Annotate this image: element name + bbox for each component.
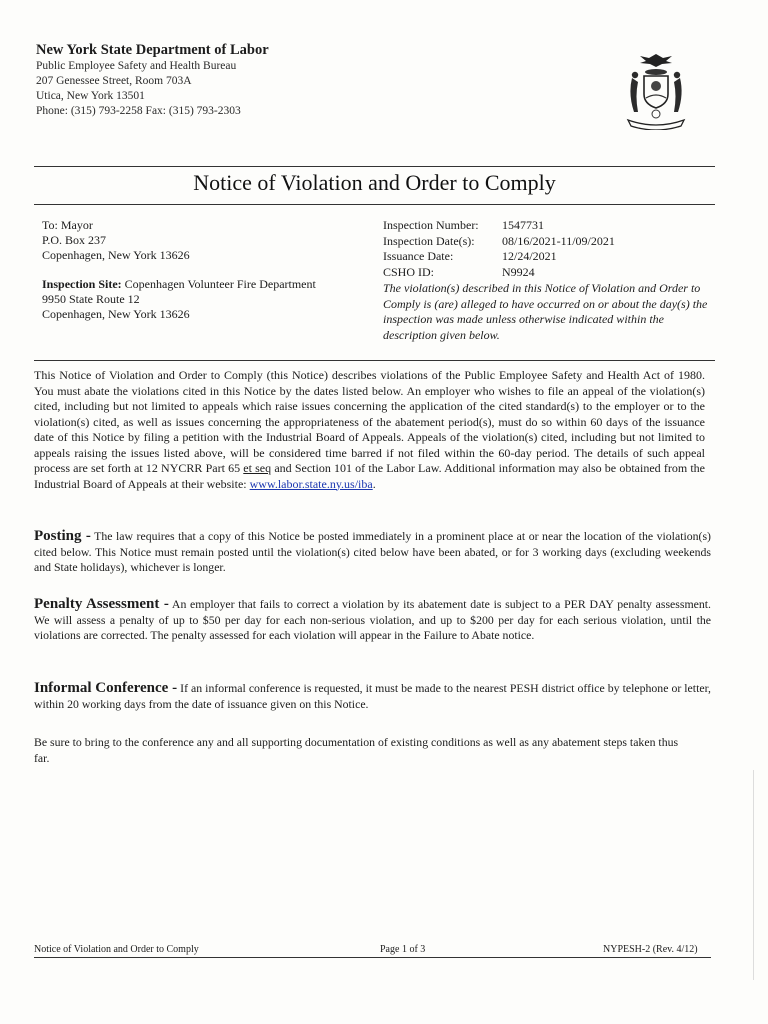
violation-disclaimer: The violation(s) described in this Notice of Violation and Order to Comply is (are) alleged to have occurred on or about the day(s) the inspection was made unless otherwise indicated within the description given below. bbox=[383, 281, 708, 342]
inspection-dates-row bbox=[383, 234, 713, 250]
recipient-city: Copenhagen, New York 13626 bbox=[42, 248, 190, 262]
phone-fax: Phone: (315) 793-2258 Fax: (315) 793-2303 bbox=[36, 105, 241, 117]
conference-reminder: Be sure to bring to the conference any and all supporting documentation of existing conditions as well as any abatement steps taken thus far. bbox=[34, 735, 679, 765]
inspection-number: 1547731 bbox=[502, 218, 544, 232]
title-bottom-rule bbox=[34, 204, 715, 205]
notice-title: Notice of Violation and Order to Comply bbox=[193, 170, 556, 195]
footer-form-number: NYPESH-2 (Rev. 4/12) bbox=[603, 944, 698, 955]
footer-page-number: Page 1 of 3 bbox=[380, 944, 426, 955]
penalty-heading: Penalty Assessment - bbox=[34, 596, 169, 612]
inspection-site-name: Copenhagen Volunteer Fire Department bbox=[124, 277, 316, 291]
csho-id-label: CSHO ID: bbox=[383, 264, 435, 279]
iba-website-link[interactable]: www.labor.state.ny.us/iba bbox=[249, 476, 373, 491]
letterhead bbox=[36, 42, 456, 119]
intro-paragraph bbox=[34, 368, 705, 492]
inspection-site-label: Inspection Site: bbox=[42, 277, 122, 291]
intro-et-seq: et seq bbox=[243, 461, 272, 475]
department-name: New York State Department of Labor bbox=[36, 42, 269, 58]
penalty-body: An employer that fails to correct a violation by its abatement date is subject to a PER DAY penalty assessment. We will assess a penalty of up to $50 per day for each non-serious violation, and up to $200 per day for each serious violation, until the violations are corrected. The penalty assessed for each violation will appear in the Failure to Abate notice. bbox=[34, 597, 711, 642]
posting-heading: Posting - bbox=[34, 528, 91, 544]
intro-text-b: and Section 101 of the Labor Law. Additional information may also be obtained from the Industrial Board of Appeals at their website: bbox=[34, 461, 705, 491]
street-address: 207 Genessee Street, Room 703A bbox=[36, 75, 192, 87]
csho-id-row bbox=[383, 265, 713, 281]
inspection-dates-label: Inspection Date(s): bbox=[383, 233, 475, 248]
inspection-details bbox=[383, 218, 713, 343]
details-bottom-rule bbox=[34, 360, 715, 361]
issuance-date-label: Issuance Date: bbox=[383, 249, 454, 263]
informal-conference-heading: Informal Conference - bbox=[34, 680, 178, 696]
penalty-section bbox=[34, 597, 711, 644]
inspection-dates: 08/16/2021-11/09/2021 bbox=[502, 233, 615, 248]
city-address: Utica, New York 13501 bbox=[36, 90, 145, 102]
title-top-rule bbox=[34, 166, 715, 167]
inspection-site-street: 9950 State Route 12 bbox=[42, 292, 140, 306]
issuance-date: 12/24/2021 bbox=[502, 249, 557, 263]
csho-id: N9924 bbox=[502, 264, 535, 279]
recipient-to: To: Mayor bbox=[42, 218, 93, 232]
inspection-number-label: Inspection Number: bbox=[383, 218, 479, 232]
state-seal-icon bbox=[618, 50, 694, 130]
informal-conference-section bbox=[34, 681, 711, 712]
intro-text-a: This Notice of Violation and Order to Comply (this Notice) describes violations of the Public Employee Safety and Health Act of 1980. You must abate the violations cited in this Notice by the dates listed below. An employer who wishes to file an appeal of the violation(s) cited, including but not limited to appeals which raise issues concerning the application of the cited standard(s) to the employer or to the violation(s) cited, as well as issues concerning the appropriateness of the abatement period(s), must do so within 60 days of the issuance date of this Notice by filing a petition with the Industrial Board of Appeals. Appeals of the violation(s) cited, including but not limited to appeals raising the issues listed above, will be considered time barred if not filed within the 60-day period. The details of such appeal process are set forth at 12 NYCRR Part 65 bbox=[34, 368, 705, 475]
inspection-number-row bbox=[383, 218, 713, 234]
posting-body: The law requires that a copy of this Notice be posted immediately in a prominent place at or near the location of the violation(s) cited below. This Notice must remain posted until the violation(s) cited below have been abated, or for 3 working days (excluding weekends and State holidays), whichever is longer. bbox=[34, 529, 711, 574]
informal-conference-body: If an informal conference is requested, it must be made to the nearest PESH district office by telephone or letter, within 20 working days from the date of issuance given on this Notice. bbox=[34, 681, 711, 711]
scan-edge-line bbox=[753, 770, 754, 980]
intro-end: . bbox=[372, 476, 376, 491]
issuance-date-row bbox=[383, 249, 713, 265]
bureau-name: Public Employee Safety and Health Bureau bbox=[36, 60, 237, 72]
footer-form-title: Notice of Violation and Order to Comply bbox=[34, 944, 199, 955]
footer-rule bbox=[34, 957, 711, 958]
posting-section bbox=[34, 529, 711, 576]
inspection-site bbox=[42, 277, 372, 292]
recipient-block bbox=[42, 218, 372, 322]
recipient-box: P.O. Box 237 bbox=[42, 233, 107, 247]
inspection-site-city: Copenhagen, New York 13626 bbox=[42, 307, 190, 321]
